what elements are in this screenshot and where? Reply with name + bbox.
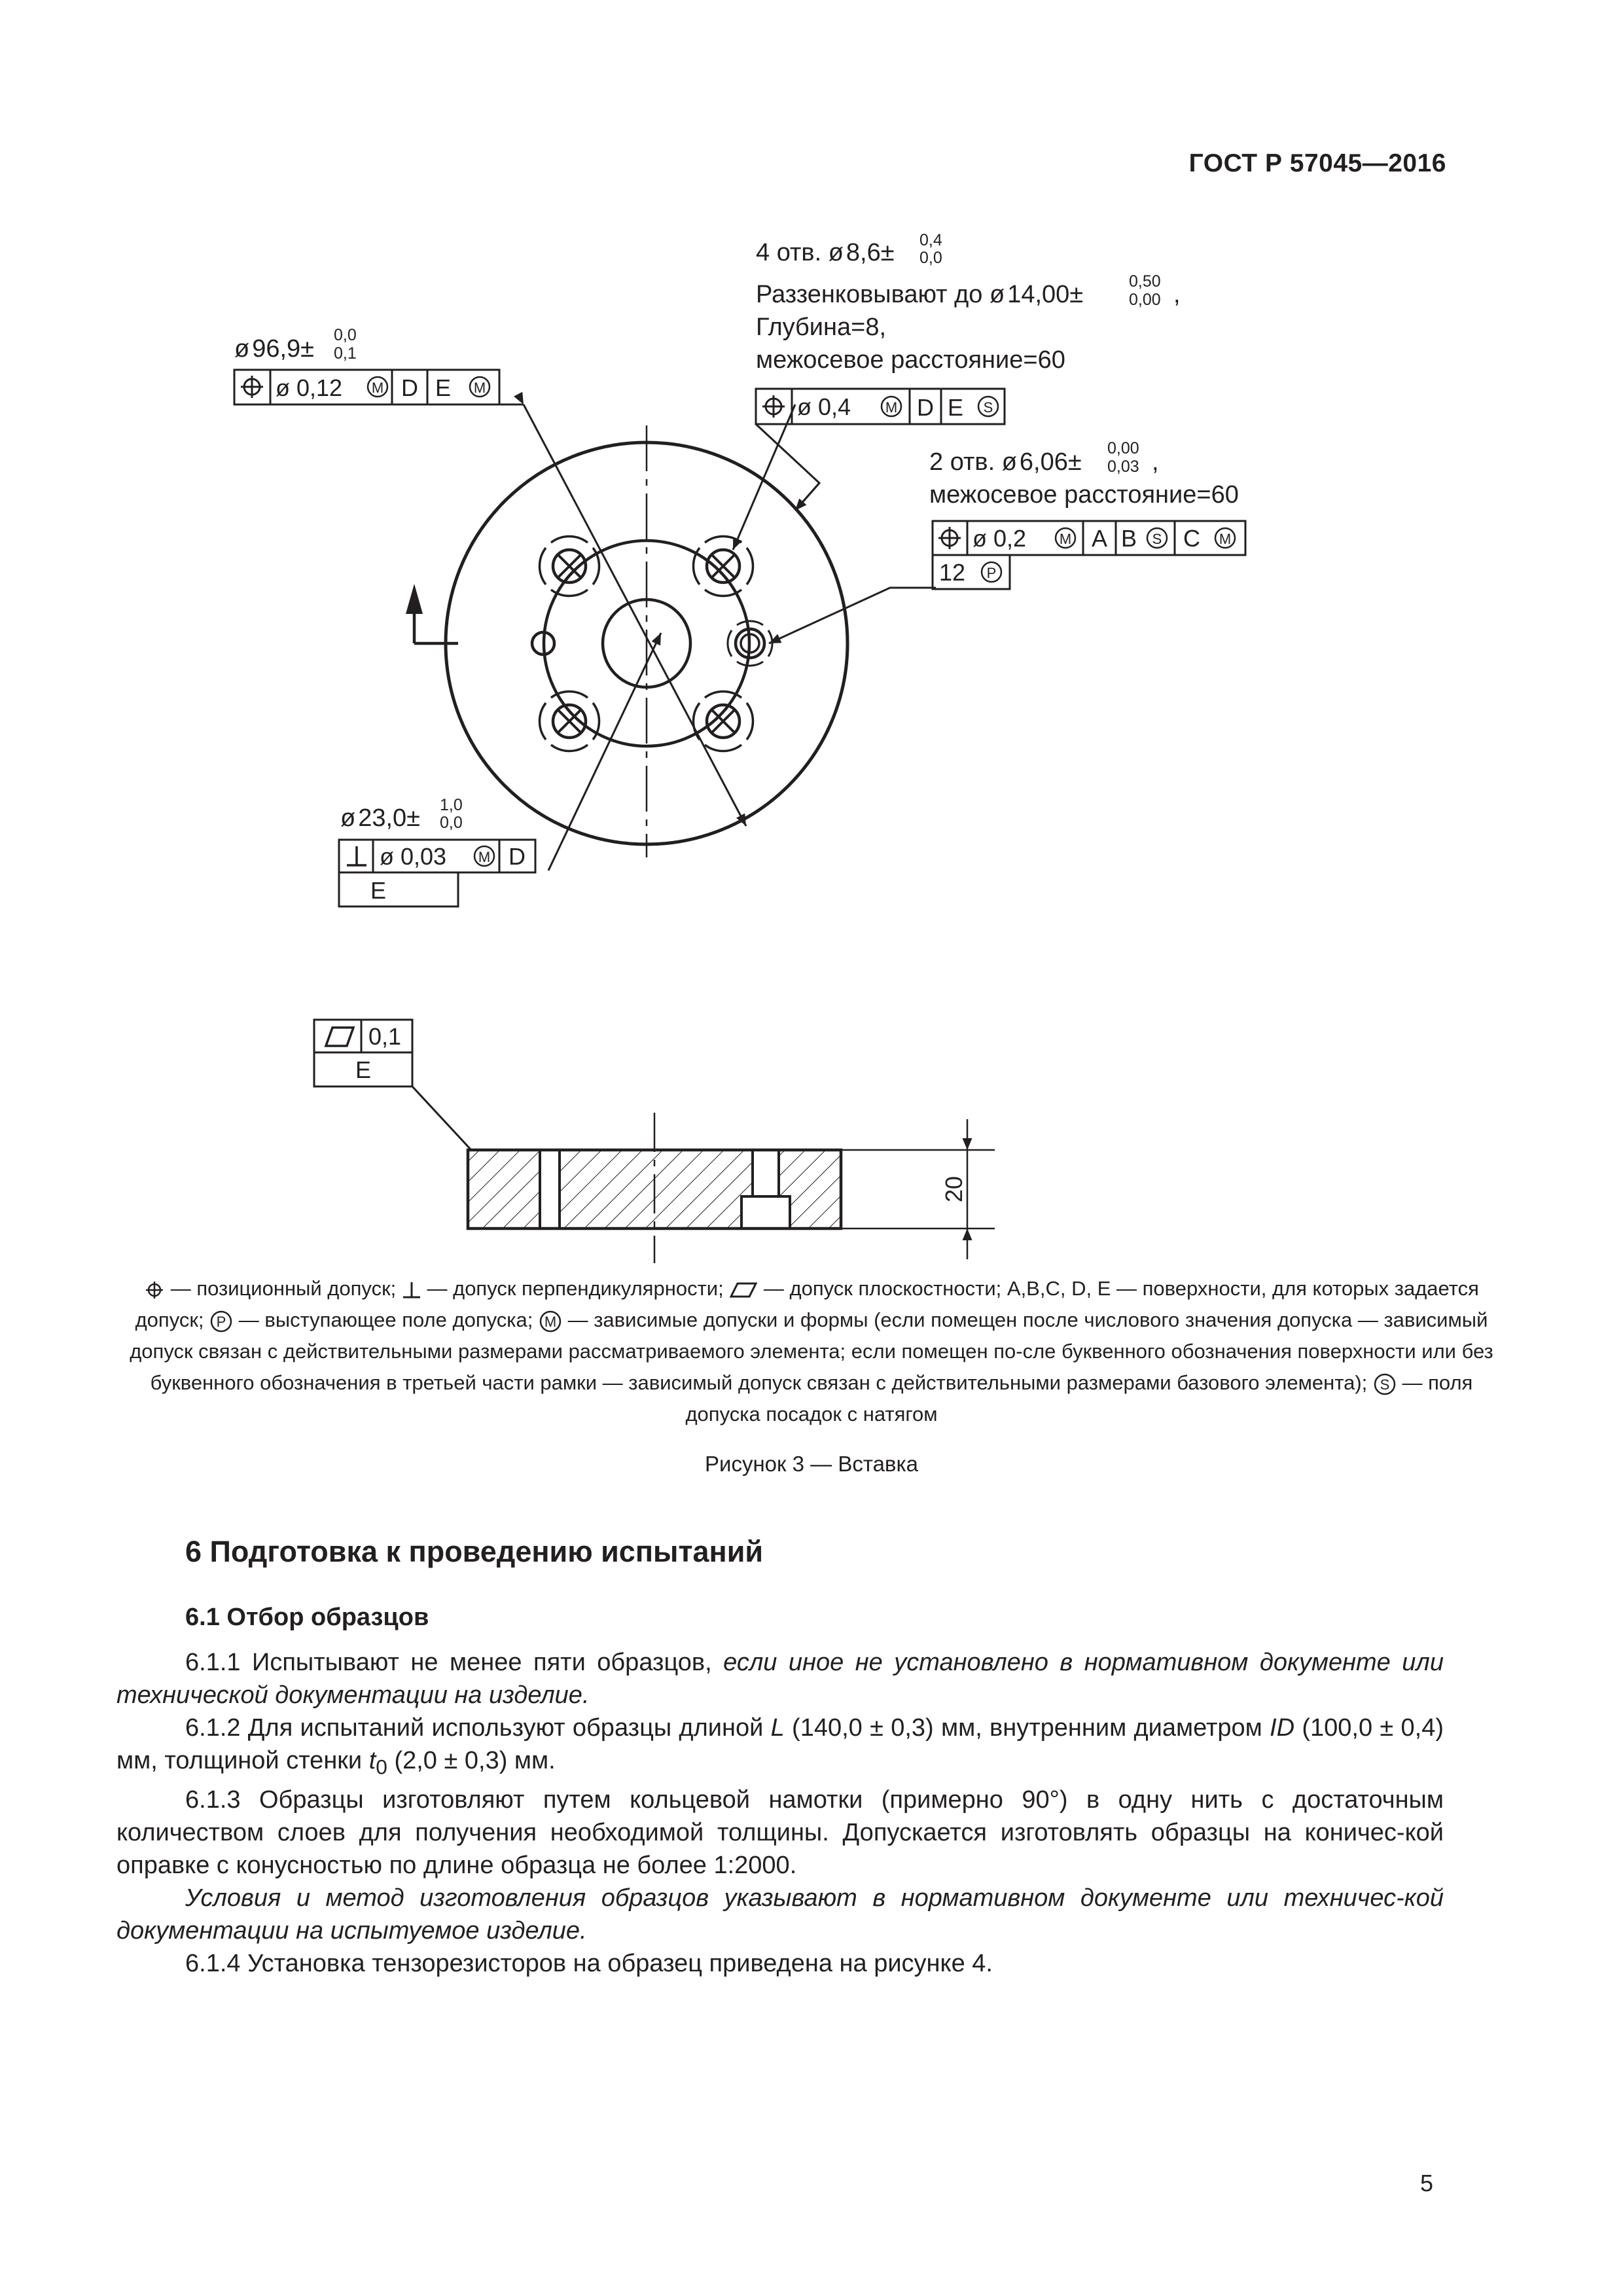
svg-text:D: D <box>508 843 526 870</box>
svg-text:ø 0,2: ø 0,2 <box>972 525 1027 552</box>
svg-text:межосевое расстояние=60: межосевое расстояние=60 <box>929 481 1239 509</box>
svg-text:C: C <box>1183 525 1200 552</box>
position-symbol-icon <box>762 395 785 418</box>
svg-text:0,0: 0,0 <box>440 814 463 832</box>
svg-text:,: , <box>1152 448 1159 476</box>
leader-4holes-arrow <box>795 483 819 511</box>
svg-text:P: P <box>216 1313 226 1330</box>
svg-text:E: E <box>435 374 452 401</box>
svg-text:B: B <box>1121 525 1137 552</box>
paragraph-6-1-4: 6.1.4 Установка тензорезисторов на образец приведена на рисунке 4. <box>185 1949 993 1977</box>
svg-text:0,1: 0,1 <box>334 344 357 363</box>
svg-text:M: M <box>885 399 898 416</box>
figure-caption: Рисунок 3 — Вставка <box>705 1452 918 1476</box>
svg-text:0,1: 0,1 <box>368 1023 402 1050</box>
svg-text:D: D <box>401 374 418 401</box>
flatness-symbol-icon <box>326 1028 353 1046</box>
flatness-symbol-icon <box>729 1281 758 1299</box>
svg-text:M: M <box>473 380 486 396</box>
modifier-m-icon <box>539 1310 562 1333</box>
svg-text:M: M <box>544 1313 557 1330</box>
section-title: 6 Подготовка к проведению испытаний <box>185 1535 764 1568</box>
paragraph-6-1-3: 6.1.3 Образцы изготовляют путем кольцевой намотки (примерно 90°) в одну нить с достаточным количеством слоев для получения необходимой толщины. Допускается изготовлять образцы на коничес-кой оправке с конусностью по длине образца не более 1:2000. <box>116 1785 1444 1879</box>
svg-text:S: S <box>983 399 993 416</box>
svg-text:ø 0,03: ø 0,03 <box>380 843 447 870</box>
perpendicularity-symbol-icon <box>347 846 366 865</box>
svg-text:P: P <box>986 565 997 581</box>
position-symbol-icon <box>144 1280 165 1300</box>
svg-text:межосевое расстояние=60: межосевое расстояние=60 <box>756 346 1065 374</box>
modifier-s-icon <box>1373 1372 1397 1396</box>
plan-view <box>406 425 847 857</box>
svg-text:E: E <box>355 1056 372 1083</box>
svg-text:,: , <box>1173 281 1181 308</box>
paragraph-6-1-3-note: Условия и метод изготовления образцов указывают в нормативном документе или техничес-кой документации на испытуемое изделие. <box>116 1884 1444 1945</box>
flatness-frame <box>314 1020 471 1150</box>
callout-center-hole <box>339 796 535 906</box>
svg-text:0,00: 0,00 <box>1107 439 1139 457</box>
leader-4holes-zigzag <box>756 424 819 511</box>
paragraph-6-1-1: 6.1.1 Испытывают не менее пяти образцов, если иное не установлено в нормативном документе или технической документации на изделие. <box>116 1649 1444 1709</box>
svg-text:M: M <box>371 380 384 396</box>
datum-arrow-icon <box>406 584 458 643</box>
svg-text:0,03: 0,03 <box>1107 457 1139 476</box>
page-number: 5 <box>1419 2170 1433 2197</box>
section-view <box>468 1113 995 1263</box>
perpendicularity-symbol-icon <box>402 1280 421 1300</box>
svg-text:0,50: 0,50 <box>1129 272 1161 291</box>
bolt-hole <box>693 536 753 596</box>
svg-text:4 отв. ø8,6±: 4 отв. ø 8,6± <box>756 239 895 266</box>
svg-text:ø 0,4: ø 0,4 <box>797 393 851 420</box>
callout-outer-diam <box>234 326 499 404</box>
svg-text:ø96,9±: ø 96,9± <box>234 335 315 363</box>
svg-text:1,0: 1,0 <box>440 796 463 814</box>
leader-2holes <box>769 588 936 643</box>
svg-text:E: E <box>948 394 964 421</box>
svg-text:E: E <box>370 877 387 904</box>
modifier-p-icon <box>209 1310 233 1333</box>
svg-text:ø23,0±: ø 23,0± <box>340 804 421 832</box>
leader-4holes <box>733 404 795 550</box>
standard-code: ГОСТ Р 57045—2016 <box>1188 149 1446 177</box>
figure-legend: — позиционный допуск; — допуск перпендикулярности; — допуск плоскостности; A,B,C, D, E — поверхности, для которых задается допуск; P — выступающее поле допуска; M — зависимые допуски и формы (если помещен после числового значения допуска — зависимый допуск связан с действительными размерами рассматриваемого элемента; если помещен по-сле буквенного обозначения поверхности или без буквенного обозначения в третьей части рамки — зависимый допуск связан с действительными размерами базового элемента); S — поля допуска посадок с натягом <box>130 1277 1493 1426</box>
svg-text:D: D <box>917 394 934 421</box>
body-text <box>116 1646 1444 1980</box>
thickness-dimension: 20 <box>940 1175 967 1203</box>
position-symbol-icon <box>241 376 263 398</box>
svg-text:2 отв. ø6,06±: 2 отв. ø 6,06± <box>929 448 1082 476</box>
svg-text:S: S <box>1380 1376 1390 1393</box>
callout-4holes <box>756 231 1181 424</box>
position-symbol-icon <box>938 527 961 549</box>
svg-text:12: 12 <box>939 559 966 586</box>
svg-text:Раззенковывают до ø14,00±: Раззенковывают до ø 14,00± <box>756 281 1084 308</box>
svg-text:0,00: 0,00 <box>1129 291 1161 309</box>
svg-text:M: M <box>1219 531 1232 547</box>
bolt-hole <box>539 536 599 596</box>
callout-2holes <box>929 439 1245 589</box>
svg-text:0,4: 0,4 <box>919 231 942 249</box>
svg-text:S: S <box>1152 531 1162 547</box>
svg-text:0,0: 0,0 <box>334 326 357 344</box>
svg-text:M: M <box>1059 531 1072 547</box>
svg-text:ø 0,12: ø 0,12 <box>276 374 343 401</box>
svg-text:0,0: 0,0 <box>919 249 942 267</box>
bolt-hole <box>539 691 599 751</box>
svg-text:Глубина=8,: Глубина=8, <box>756 314 887 341</box>
svg-text:M: M <box>478 849 491 865</box>
dimension-line-outer <box>524 404 746 826</box>
paragraph-6-1-2: 6.1.2 Для испытаний используют образцы длиной L (140,0 ± 0,3) мм, внутренним диаметром ID (100,0 ± 0,4) мм, толщиной стенки $t_0$ (2,0 ± 0,3) мм. <box>116 1714 1444 1779</box>
svg-text:A: A <box>1091 525 1108 552</box>
subsection-title: 6.1 Отбор образцов <box>185 1604 429 1631</box>
